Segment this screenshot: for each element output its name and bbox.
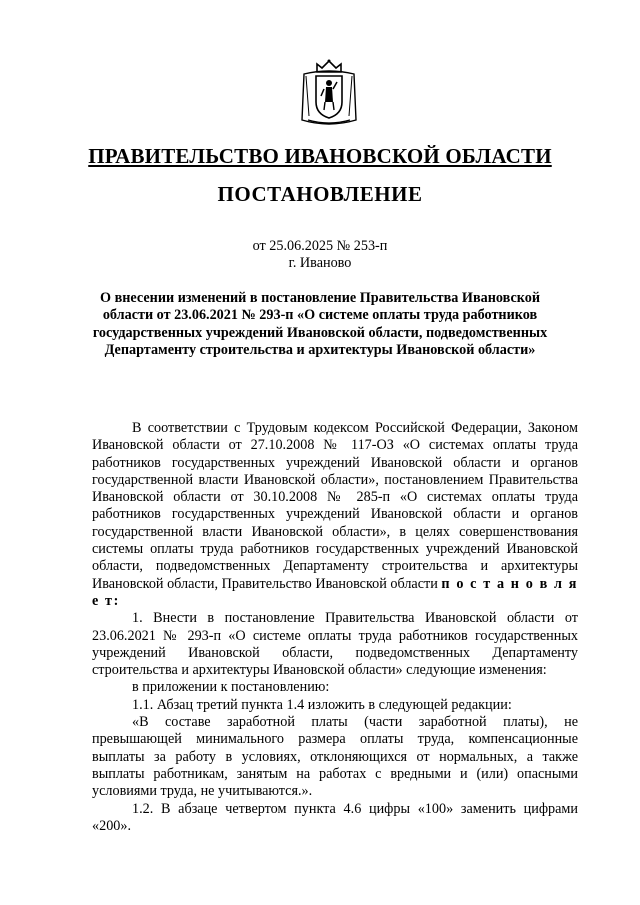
- document-type: ПОСТАНОВЛЕНИЕ: [217, 182, 423, 206]
- item-1-1: 1.1. Абзац третий пункта 1.4 изложить в следующей редакции:: [132, 696, 512, 713]
- document-body: [92, 420, 578, 835]
- item-1-2: 1.2. В абзаце четвертом пункта 4.6 цифры «100» заменить цифрами «200».: [92, 800, 578, 834]
- coat-of-arms-icon: [300, 58, 358, 128]
- preamble-text: В соответствии с Трудовым кодексом Российской Федерации, Законом Ивановской области от 27.10.2008 № 117-ОЗ «О системах оплаты труда работников государственных учреждений Ивановской области и органов государственной власти Ивановской области», постановлением Правительства Ивановской области от 30.10.2008 № 285-п «О системах оплаты труда работников государственных учреждений Ивановской области и органов государственной власти Ивановской области», в целях совершенствования системы оплаты труда работников государственных учреждений Ивановской области, подведомственных Департаменту строительства и архитектуры Ивановской области, Правительство Ивановской области: [92, 420, 578, 592]
- item-1-intro: в приложении к постановлению:: [132, 679, 330, 696]
- item-1-1-quote: «В составе заработной платы (части заработной платы), не превышающей минимального размера оплаты труда, компенсационные выплаты за работу в условиях, отклоняющихся от нормальных, а также выплаты работникам, занятым на работах с вредными и (или) опасными условиями труда, не учитываются.».: [92, 714, 578, 800]
- document-meta: [0, 238, 640, 272]
- preamble-paragraph: [92, 420, 578, 610]
- item-1: 1. Внести в постановление Правительства Ивановской области от 23.06.2021 № 293-п «О системе оплаты труда работников государственных учреждений Ивановской области, подведомственных Департаменту строительства и архитектуры Ивановской области» следующие изменения:: [92, 610, 578, 679]
- resolves-text: п о с т а н о в л я е т:: [92, 575, 579, 609]
- city: г. Иваново: [288, 255, 352, 271]
- date-number: от 25.06.2025 № 253-п: [252, 238, 388, 254]
- government-title: ПРАВИТЕЛЬСТВО ИВАНОВСКОЙ ОБЛАСТИ: [88, 144, 552, 168]
- document-subject: О внесении изменений в постановление Правительства Ивановской области от 23.06.2021 № 293-п «О системе оплаты труда работников государственных учреждений Ивановской области, подведомственных Департаменту строительства и архитектуры Ивановской области»: [92, 290, 548, 358]
